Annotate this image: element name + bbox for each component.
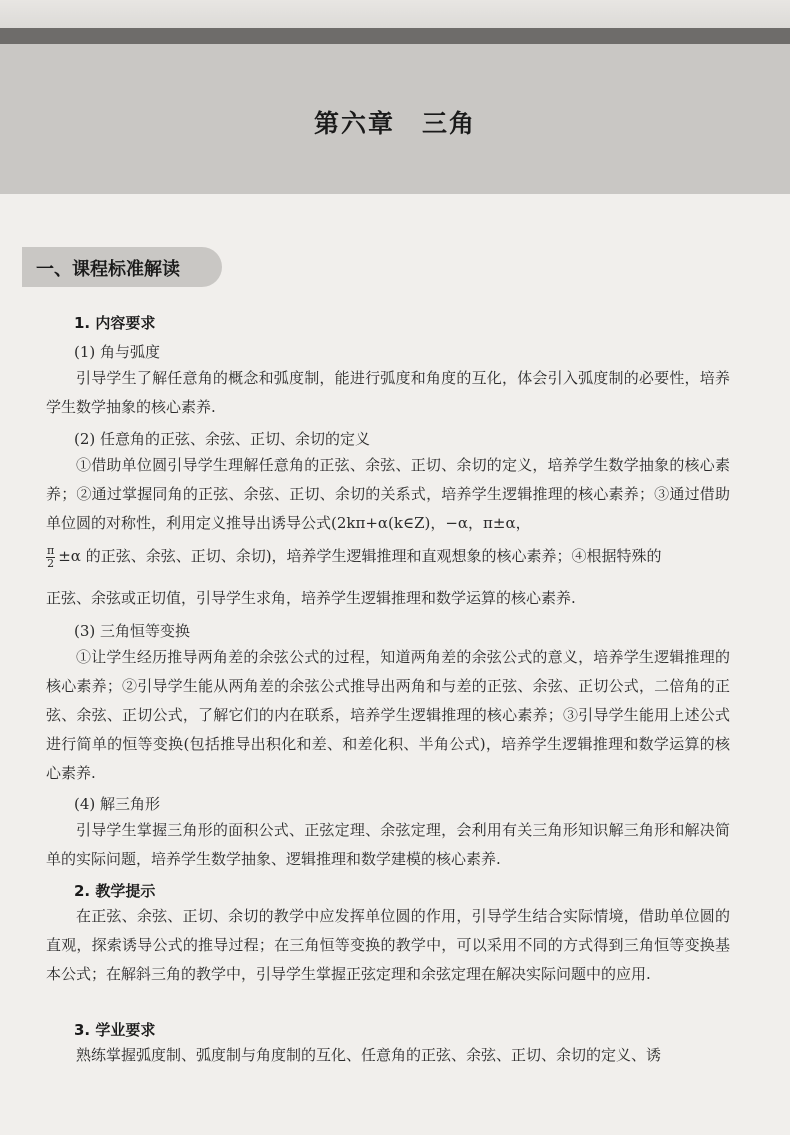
paragraph-trig-definitions-line: $\frac{\pi}{2}$ ±α 的正弦、余弦、正切、余切)，培养学生逻辑推理和直观想象的核心素养；④根据特殊的 (47, 543, 662, 570)
paragraph-triangles: 引导学生掌握三角形的面积公式、正弦定理、余弦定理，会利用有关三角形知识解三角形和解决简单的实际问题，培养学生数学抽象、逻辑推理和数学建模的核心素养. (46, 821, 730, 868)
subheading-trig-definitions: (2) 任意角的正弦、余弦、正切、余切的定义 (74, 430, 371, 448)
paragraph-trig-definitions-last-line: 正弦、余弦或正切值，引导学生求角，培养学生逻辑推理和数学运算的核心素养. (46, 589, 576, 607)
header-stripe (0, 28, 790, 44)
top-page-band (0, 0, 790, 28)
paragraph-angle-radian: 引导学生了解任意角的概念和弧度制，能进行弧度和角度的互化，体会引入弧度制的必要性，培养学生数学抽象的核心素养. (46, 369, 730, 416)
heading-teaching-tips: 2. 教学提示 (74, 882, 156, 900)
subheading-angle-radian: (1) 角与弧度 (74, 343, 161, 361)
subheading-triangles: (4) 解三角形 (74, 795, 161, 813)
heading-academic-requirements: 3. 学业要求 (74, 1021, 156, 1039)
heading-content-requirements: 1. 内容要求 (74, 314, 156, 332)
section-title-tab (22, 247, 222, 287)
paragraph-trig-definitions: ①借助单位圆引导学生理解任意角的正弦、余弦、正切、余切的定义，培养学生数学抽象的核心素养；②通过掌握同角的正弦、余弦、正切、余切的关系式，培养学生逻辑推理的核心素养；③通过借助单位圆的对称性，利用定义推导出诱导公式(2kπ+α(k∈Z)，−α，π±α， (46, 456, 730, 532)
paragraph-identities: ①让学生经历推导两角差的余弦公式的过程，知道两角差的余弦公式的意义，培养学生逻辑推理的核心素养；②引导学生能从两角差的余弦公式推导出两角和与差的正弦、余弦、正切公式，二倍角的正弦、余弦、正切公式，了解它们的内在联系，培养学生逻辑推理的核心素养；③引导学生能用上述公式进行简单的恒等变换(包括推导出积化和差、和差化积、半角公式)，培养学生逻辑推理和数学运算的核心素养. (46, 648, 730, 782)
subheading-identities: (3) 三角恒等变换 (74, 622, 191, 640)
paragraph-academic-requirements: 熟练掌握弧度制、弧度制与角度制的互化、任意角的正弦、余弦、正切、余切的定义、诱 (76, 1046, 662, 1064)
paragraph-teaching-tips: 在正弦、余弦、正切、余切的教学中应发挥单位圆的作用，引导学生结合实际情境，借助单位圆的直观，探索诱导公式的推导过程；在三角恒等变换的教学中，可以采用不同的方式得到三角恒等变换基本公式；在解斜三角的教学中，引导学生掌握正弦定理和余弦定理在解决实际问题中的应用. (46, 907, 730, 983)
chapter-title: 第六章 三角 (313, 109, 476, 138)
pi-over-two-fraction: $\frac{\pi}{2}$ (47, 543, 55, 570)
section-title: 一、课程标准解读 (36, 259, 180, 280)
